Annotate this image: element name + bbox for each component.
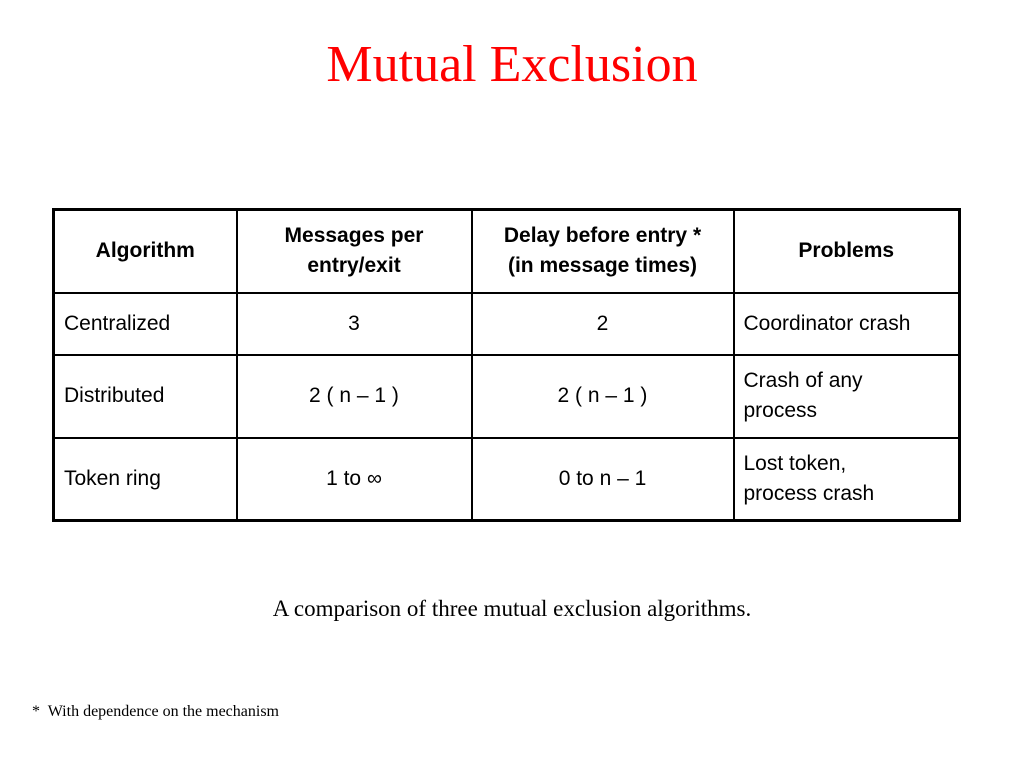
header-delay-line2: (in message times) xyxy=(507,254,698,278)
cell-problems-line2: process xyxy=(743,399,818,422)
header-messages-line1: Messages per xyxy=(284,224,424,248)
table-caption: A comparison of three mutual exclusion algorithms. xyxy=(272,596,752,621)
cell-problems xyxy=(734,293,960,355)
header-problems xyxy=(734,210,960,293)
cell-problems xyxy=(734,355,960,438)
header-delay-line1: Delay before entry * xyxy=(503,224,702,248)
header-delay xyxy=(472,210,734,293)
table-row xyxy=(54,438,960,521)
table-row xyxy=(54,355,960,438)
header-algorithm xyxy=(54,210,237,293)
cell-messages: 1 to ∞ xyxy=(237,438,472,521)
footnote: * With dependence on the mechanism xyxy=(32,703,279,720)
cell-delay: 2 xyxy=(472,293,734,355)
cell-messages: 2 ( n – 1 ) xyxy=(237,355,472,438)
header-problems-label: Problems xyxy=(798,239,895,263)
header-messages xyxy=(237,210,472,293)
cell-algorithm: Token ring xyxy=(54,438,237,521)
cell-problems-line1: Crash of any xyxy=(743,369,863,392)
header-messages-line2: entry/exit xyxy=(307,254,401,278)
cell-algorithm: Distributed xyxy=(54,355,237,438)
cell-delay: 0 to n – 1 xyxy=(472,438,734,521)
slide-title: Mutual Exclusion xyxy=(326,36,698,93)
table-row xyxy=(54,293,960,355)
cell-delay: 2 ( n – 1 ) xyxy=(472,355,734,438)
cell-problems xyxy=(734,438,960,521)
cell-problems-line1: Coordinator crash xyxy=(743,311,911,335)
cell-problems-line2: process crash xyxy=(743,481,875,505)
header-algorithm-label: Algorithm xyxy=(95,239,195,263)
cell-algorithm: Centralized xyxy=(54,293,237,355)
cell-messages: 3 xyxy=(237,293,472,355)
table-header-row xyxy=(54,210,960,293)
cell-problems-line1: Lost token, xyxy=(743,451,847,475)
comparison-table xyxy=(52,208,961,522)
